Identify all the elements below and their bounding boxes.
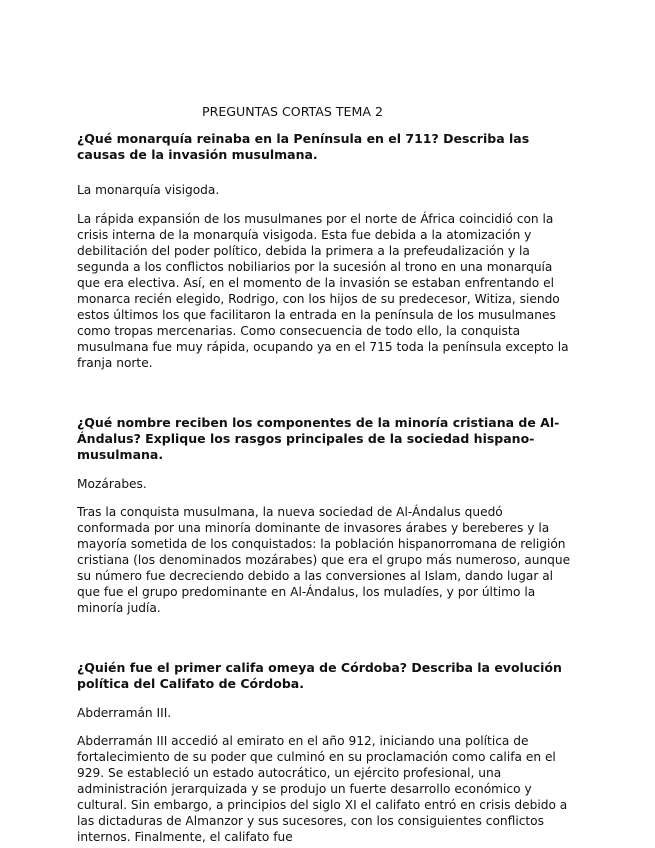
section-1 (77, 131, 577, 371)
long-answer-3: Abderramán III accedió al emirato en el año 912, iniciando una política de fortalecimiento de su poder que culminó en su proclamación como califa en el 929. Se estableció un estado autocrático, un ejército profesional, una administración jerarquizada y se produjo un fuerte desarrollo económico y cultural. Sin embargo, a principios del siglo XI el califato entró en crisis debido a las dictaduras de Almanzor y sus sucesores, con los consiguientes conflictos internos. Finalmente, el califato fue (77, 734, 568, 844)
long-answer-2: Tras la conquista musulmana, la nueva sociedad de Al-Ándalus quedó conformada por una minoría dominante de invasores árabes y bereberes y la mayoría sometida de los conquistados: la población hispanorromana de religión cristiana (los denominados mozárabes) que era el grupo más numeroso, aunque su número fue decreciendo debido a las conversiones al Islam, dando lugar al que fue el grupo predominante en Al-Ándalus, los muladíes, y por último la minoría judía. (77, 505, 571, 615)
document-body (77, 131, 577, 845)
short-answer-1: La monarquía visigoda. (77, 183, 220, 197)
short-answer-2: Mozárabes. (77, 477, 147, 491)
section-3 (77, 660, 577, 845)
short-answer-3: Abderramán III. (77, 706, 172, 720)
question-2: ¿Qué nombre reciben los componentes de la minoría cristiana de Al-Ándalus? Explique los rasgos principales de la sociedad hispano-musulmana. (77, 415, 560, 462)
question-1: ¿Qué monarquía reinaba en la Península en el 711? Describa las causas de la invasión musulmana. (77, 131, 530, 162)
section-2 (77, 415, 577, 616)
question-3: ¿Quién fue el primer califa omeya de Córdoba? Describa la evolución política del Califato de Córdoba. (77, 660, 562, 691)
long-answer-1: La rápida expansión de los musulmanes por el norte de África coincidió con la crisis interna de la monarquía visigoda. Esta fue debida a la atomización y debilitación del poder político, debida la primera a la prefeudalización y la segunda a los conflictos nobiliarios por la sucesión al trono en una monarquía que era electiva. Así, en el momento de la invasión se estaban enfrentando el monarca recién elegido, Rodrigo, con los hijos de su predecesor, Witiza, siendo estos últimos los que facilitaron la entrada en la península de los musulmanes como tropas mercenarias. Como consecuencia de todo ello, la conquista musulmana fue muy rápida, ocupando ya en el 715 toda la península excepto la franja norte. (77, 212, 569, 370)
document-title: PREGUNTAS CORTAS TEMA 2 (201, 104, 384, 119)
